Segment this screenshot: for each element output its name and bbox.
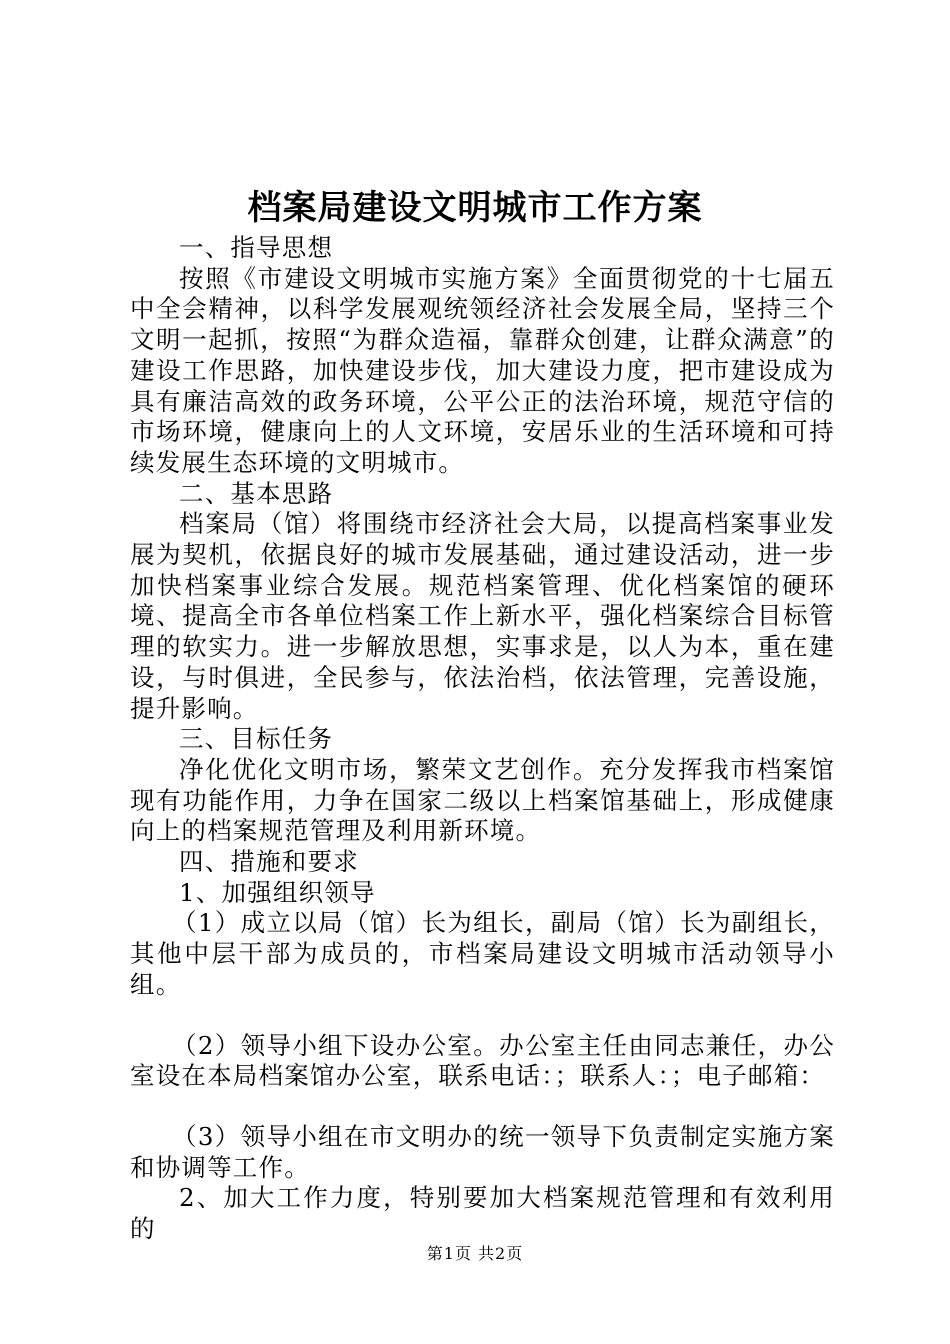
subheading-work-intensity: 2、加大工作力度，特别要加大档案规范管理和有效利用的 — [130, 1183, 835, 1244]
section-heading-measures: 四、措施和要求 — [179, 847, 359, 877]
paragraph-guiding-thought: 按照《市建设文明城市实施方案》全面贯彻党的十七届五中全会精神，以科学发展观统领经济社会发展全局，坚持三个文明一起抓，按照“为群众造福，靠群众创建，让群众满意”的建设工作思路，加快建设步伐，加大建设力度，把市建设成为具有廉洁高效的政务环境，公平公正的法治环境，规范守信的市场环境，健康向上的人文环境，安居乐业的生活环境和可持续发展生态环境的文明城市。 — [130, 263, 835, 477]
paragraph-item-3: （3）领导小组在市文明办的统一领导下负责制定实施方案和协调等工作。 — [130, 1121, 835, 1182]
section-heading-basic-approach: 二、基本思路 — [179, 478, 334, 508]
section-heading-goals: 三、目标任务 — [179, 724, 334, 754]
paragraph-item-1: （1）成立以局（馆）长为组长，副局（馆）长为副组长，其他中层干部为成员的，市档案局建设文明城市活动领导小组。 — [130, 908, 835, 999]
section-heading-guiding-thought: 一、指导思想 — [179, 233, 334, 262]
document-title: 档案局建设文明城市工作方案 — [247, 188, 703, 228]
paragraph-goals: 净化优化文明市场，繁荣文艺创作。充分发挥我市档案馆现有功能作用，力争在国家二级以上档案馆基础上，形成健康向上的档案规范管理及利用新环境。 — [130, 754, 835, 846]
page-footer: 第1页 共2页 — [426, 1244, 524, 1263]
document-body — [130, 233, 835, 1245]
paragraph-item-2: （2）领导小组下设办公室。办公室主任由同志兼任，办公室设在本局档案馆办公室，联系电话：；联系人：；电子邮箱： — [130, 1030, 835, 1091]
subheading-organization: 1、加强组织领导 — [179, 877, 376, 907]
paragraph-basic-approach: 档案局（馆）将围绕市经济社会大局，以提高档案事业发展为契机，依据良好的城市发展基础，通过建设活动，进一步加快档案事业综合发展。规范档案管理、优化档案馆的硬环境、提高全市各单位档案工作上新水平，强化档案综合目标管理的软实力。进一步解放思想，实事求是，以人为本，重在建设，与时俱进，全民参与，依法治档，依法管理，完善设施，提升影响。 — [130, 509, 835, 723]
